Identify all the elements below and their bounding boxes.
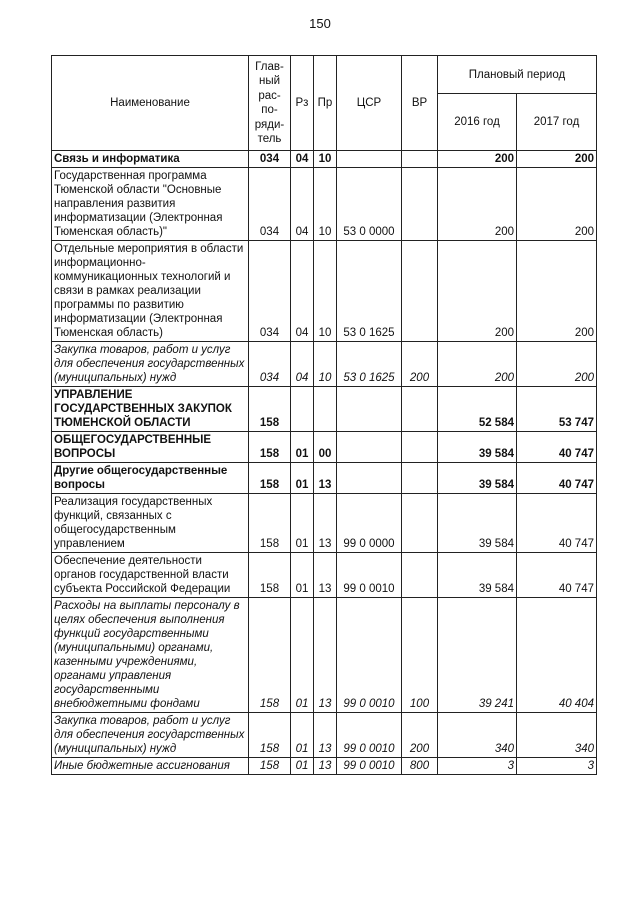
cell-2017: 40 747 <box>517 432 597 463</box>
cell-vr <box>402 463 438 494</box>
cell-pr: 10 <box>314 342 337 387</box>
cell-pr <box>314 387 337 432</box>
header-glav-line: ный <box>258 75 281 87</box>
cell-name: УПРАВЛЕНИЕ ГОСУДАРСТВЕННЫХ ЗАКУПОК ТЮМЕНСКОЙ ОБЛАСТИ <box>52 387 249 432</box>
cell-2017: 40 747 <box>517 463 597 494</box>
cell-vr <box>402 494 438 553</box>
table-row <box>52 553 597 598</box>
cell-pr: 10 <box>314 151 337 168</box>
cell-rz: 01 <box>291 598 314 713</box>
header-csr: ЦСР <box>337 56 402 151</box>
cell-pr: 13 <box>314 598 337 713</box>
cell-2017: 40 747 <box>517 553 597 598</box>
cell-2017: 40 747 <box>517 494 597 553</box>
table-body <box>52 151 597 775</box>
header-glav-line: рас- <box>258 89 281 102</box>
cell-vr: 100 <box>402 598 438 713</box>
header-planned-period: Плановый период <box>438 56 597 94</box>
cell-2016: 340 <box>438 713 517 758</box>
cell-glav: 158 <box>249 494 291 553</box>
header-pr: Пр <box>314 56 337 151</box>
cell-name: Закупка товаров, работ и услуг для обеспечения государственных (муниципальных) нужд <box>52 342 249 387</box>
cell-name: Расходы на выплаты персоналу в целях обеспечения выполнения функций государственными (муниципальными) органами, казенными учреждениями, органами управления государственными внебюджетными фондами <box>52 598 249 713</box>
cell-rz: 01 <box>291 463 314 494</box>
cell-glav: 158 <box>249 713 291 758</box>
cell-glav: 034 <box>249 241 291 342</box>
cell-csr: 99 0 0010 <box>337 758 402 775</box>
cell-rz: 04 <box>291 168 314 241</box>
header-glav <box>249 56 291 151</box>
cell-vr <box>402 151 438 168</box>
header-year-2016: 2016 год <box>438 94 517 151</box>
cell-rz: 04 <box>291 151 314 168</box>
cell-2017: 200 <box>517 342 597 387</box>
cell-rz: 01 <box>291 758 314 775</box>
cell-vr <box>402 241 438 342</box>
cell-pr: 13 <box>314 463 337 494</box>
cell-2016: 39 584 <box>438 494 517 553</box>
cell-csr: 53 0 1625 <box>337 241 402 342</box>
cell-2017: 200 <box>517 168 597 241</box>
cell-pr: 10 <box>314 241 337 342</box>
cell-name: Другие общегосударственные вопросы <box>52 463 249 494</box>
cell-2016: 200 <box>438 151 517 168</box>
cell-csr: 99 0 0000 <box>337 494 402 553</box>
cell-glav: 034 <box>249 151 291 168</box>
cell-vr: 200 <box>402 342 438 387</box>
cell-glav: 158 <box>249 387 291 432</box>
table-row <box>52 387 597 432</box>
header-rz: Рз <box>291 56 314 151</box>
cell-pr: 13 <box>314 758 337 775</box>
table-row <box>52 713 597 758</box>
cell-glav: 158 <box>249 432 291 463</box>
cell-name: ОБЩЕГОСУДАРСТВЕННЫЕ ВОПРОСЫ <box>52 432 249 463</box>
page-number: 150 <box>309 16 331 31</box>
cell-pr: 13 <box>314 713 337 758</box>
cell-name: Государственная программа Тюменской области "Основные направления развития информатизации (Электронная Тюменская область)" <box>52 168 249 241</box>
cell-name: Связь и информатика <box>52 151 249 168</box>
cell-glav: 158 <box>249 598 291 713</box>
cell-vr <box>402 168 438 241</box>
table-row <box>52 241 597 342</box>
header-name: Наименование <box>52 56 249 151</box>
header-glav-line: Глав- <box>255 60 284 73</box>
header-glav-line: тель <box>257 133 282 145</box>
cell-2017: 340 <box>517 713 597 758</box>
header-glav-line: по- <box>261 104 278 116</box>
cell-glav: 034 <box>249 342 291 387</box>
cell-vr <box>402 387 438 432</box>
cell-name: Обеспечение деятельности органов государственной власти субъекта Российской Федерации <box>52 553 249 598</box>
cell-glav: 034 <box>249 168 291 241</box>
header-row <box>52 56 597 94</box>
cell-2016: 200 <box>438 241 517 342</box>
cell-rz: 01 <box>291 432 314 463</box>
cell-rz: 04 <box>291 241 314 342</box>
cell-pr: 13 <box>314 553 337 598</box>
cell-rz: 01 <box>291 494 314 553</box>
cell-2016: 39 584 <box>438 553 517 598</box>
cell-2017: 3 <box>517 758 597 775</box>
cell-csr <box>337 151 402 168</box>
cell-2017: 200 <box>517 241 597 342</box>
cell-name: Реализация государственных функций, связанных с общегосударственным управлением <box>52 494 249 553</box>
cell-csr: 53 0 0000 <box>337 168 402 241</box>
cell-vr <box>402 432 438 463</box>
header-year-2017: 2017 год <box>517 94 597 151</box>
table-row <box>52 168 597 241</box>
cell-glav: 158 <box>249 553 291 598</box>
table-row <box>52 463 597 494</box>
cell-name: Иные бюджетные ассигнования <box>52 758 249 775</box>
table-row <box>52 494 597 553</box>
cell-glav: 158 <box>249 758 291 775</box>
cell-csr: 99 0 0010 <box>337 713 402 758</box>
cell-pr: 00 <box>314 432 337 463</box>
cell-pr: 13 <box>314 494 337 553</box>
cell-rz: 01 <box>291 713 314 758</box>
cell-csr: 99 0 0010 <box>337 598 402 713</box>
cell-2017: 53 747 <box>517 387 597 432</box>
header-vr: ВР <box>402 56 438 151</box>
cell-rz: 01 <box>291 553 314 598</box>
table-row <box>52 151 597 168</box>
cell-csr: 99 0 0010 <box>337 553 402 598</box>
cell-2016: 39 584 <box>438 463 517 494</box>
cell-pr: 10 <box>314 168 337 241</box>
cell-csr <box>337 463 402 494</box>
cell-2017: 200 <box>517 151 597 168</box>
cell-2016: 52 584 <box>438 387 517 432</box>
cell-name: Отдельные мероприятия в области информационно-коммуникационных технологий и связи в рамках реализации программы по развитию информатизации (Электронная Тюменская область) <box>52 241 249 342</box>
cell-vr: 800 <box>402 758 438 775</box>
table-row <box>52 342 597 387</box>
cell-vr: 200 <box>402 713 438 758</box>
table-row <box>52 758 597 775</box>
cell-csr: 53 0 1625 <box>337 342 402 387</box>
table-row <box>52 432 597 463</box>
cell-2016: 39 584 <box>438 432 517 463</box>
cell-2017: 40 404 <box>517 598 597 713</box>
cell-csr <box>337 432 402 463</box>
cell-glav: 158 <box>249 463 291 494</box>
cell-2016: 200 <box>438 168 517 241</box>
cell-vr <box>402 553 438 598</box>
cell-rz <box>291 387 314 432</box>
cell-2016: 200 <box>438 342 517 387</box>
cell-csr <box>337 387 402 432</box>
header-glav-line: ряди- <box>254 118 285 131</box>
cell-name: Закупка товаров, работ и услуг для обеспечения государственных (муниципальных) нужд <box>52 713 249 758</box>
table-row <box>52 598 597 713</box>
cell-rz: 04 <box>291 342 314 387</box>
cell-2016: 39 241 <box>438 598 517 713</box>
budget-table <box>51 55 597 775</box>
cell-2016: 3 <box>438 758 517 775</box>
